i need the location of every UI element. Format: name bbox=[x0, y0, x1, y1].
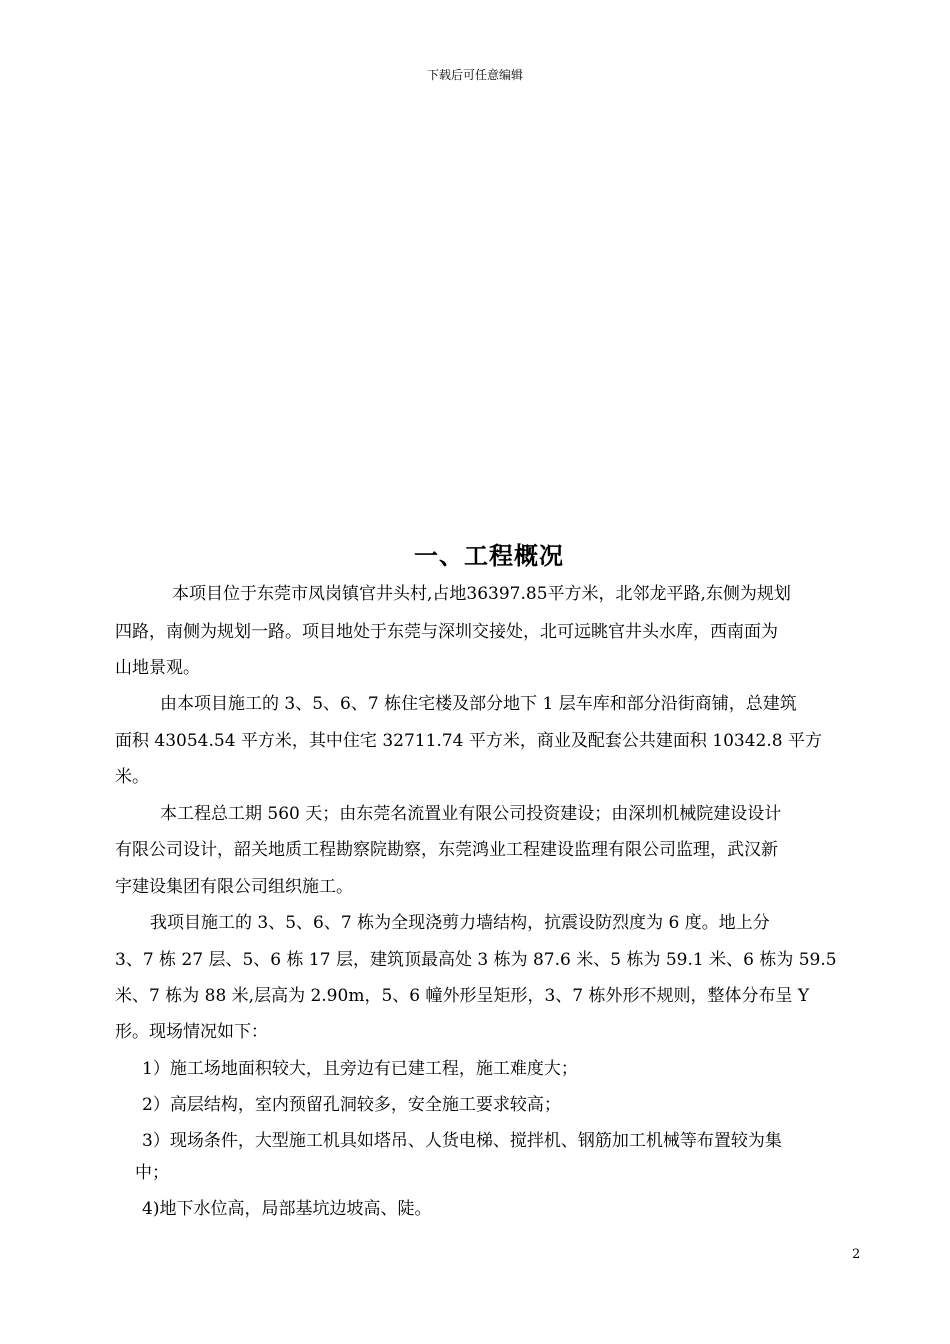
page-number: 2 bbox=[852, 1247, 861, 1262]
paragraph-line: 米、7 栋为 88 米,层高为 2.90m，5、6 幢外形呈矩形，3、7 栋外形不规则，整体分布呈 Y bbox=[115, 986, 810, 1006]
paragraph-line: 山地景观。 bbox=[115, 658, 200, 678]
paragraph-line: 宇建设集团有限公司组织施工。 bbox=[115, 877, 353, 897]
paragraph-line: 我项目施工的 3、5、6、7 栋为全现浇剪力墙结构，抗震设防烈度为 6 度。地上分 bbox=[150, 913, 770, 933]
paragraph-line: 有限公司设计，韶关地质工程勘察院勘察，东莞鸿业工程建设监理有限公司监理，武汉新 bbox=[115, 840, 778, 860]
list-item: 2）高层结构，室内预留孔洞较多，安全施工要求较高； bbox=[142, 1095, 561, 1115]
list-item: 4)地下水位高，局部基坑边坡高、陡。 bbox=[142, 1199, 432, 1219]
paragraph-line: 本工程总工期 560 天；由东莞名流置业有限公司投资建设；由深圳机械院建设设计 bbox=[160, 804, 782, 824]
paragraph-line: 面积 43054.54 平方米，其中住宅 32711.74 平方米，商业及配套公共建面积 10342.8 平方 bbox=[115, 731, 822, 751]
list-item: 3）现场条件，大型施工机具如塔吊、人货电梯、搅拌机、钢筋加工机械等布置较为集 bbox=[142, 1131, 782, 1151]
paragraph-line: 形。现场情况如下： bbox=[115, 1022, 268, 1042]
list-item-continuation: 中； bbox=[135, 1163, 169, 1183]
paragraph-line: 由本项目施工的 3、5、6、7 栋住宅楼及部分地下 1 层车库和部分沿街商铺，总建筑 bbox=[160, 694, 797, 714]
paragraph-line: 本项目位于东莞市凤岗镇官井头村,占地36397.85平方米，北邻龙平路,东侧为规划 bbox=[172, 584, 791, 604]
header-note: 下载后可任意编辑 bbox=[426, 68, 523, 82]
paragraph-line: 米。 bbox=[115, 767, 149, 787]
paragraph-line: 四路，南侧为规划一路。项目地处于东莞与深圳交接处，北可远眺官井头水库，西南面为 bbox=[115, 622, 778, 642]
list-item: 1）施工场地面积较大，且旁边有已建工程，施工难度大； bbox=[142, 1059, 578, 1079]
section-title: 一、工程概况 bbox=[414, 542, 564, 570]
paragraph-line: 3、7 栋 27 层、5、6 栋 17 层，建筑顶最高处 3 栋为 87.6 米、5 栋为 59.1 米、6 栋为 59.5 bbox=[115, 950, 837, 970]
